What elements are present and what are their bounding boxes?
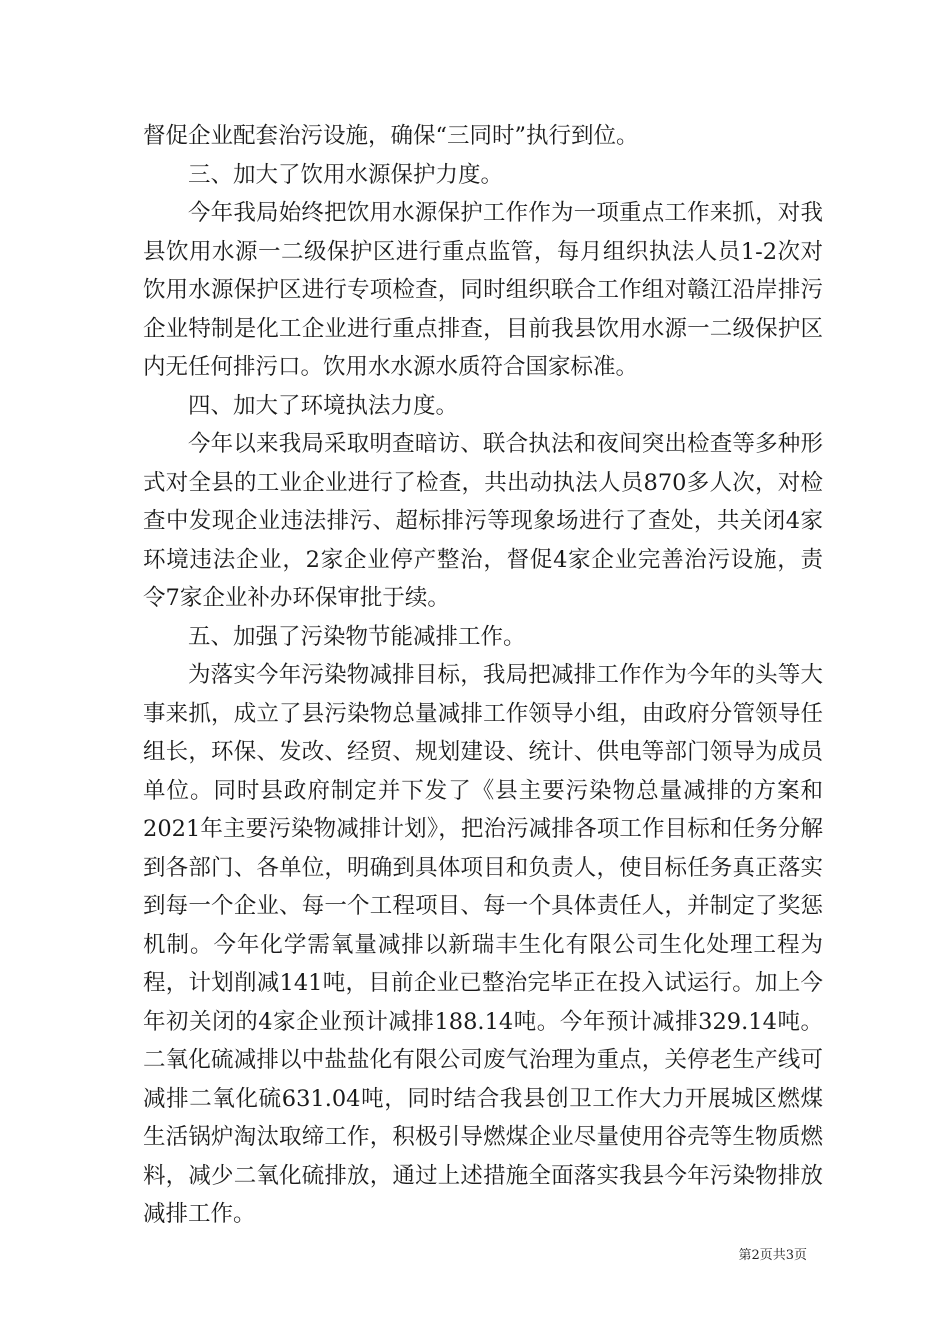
section-heading-4: 四、加大了环境执法力度。	[188, 392, 459, 419]
paragraph-continuation: 督促企业配套治污设施，确保“三同时”执行到位。	[143, 123, 639, 149]
document-body	[143, 117, 823, 1234]
paragraph-water-protection: 今年我局始终把饮用水源保护工作作为一项重点工作来抓，对我县饮用水源一二级保护区进行重点监管，每月组织执法人员1-2次对饮用水源保护区进行专项检查，同时组织联合工作组对赣江沿岸排污企业特制是化工企业进行重点排查，目前我县饮用水源一二级保护区内无任何排污口。饮用水水源水质符合国家标准。	[143, 200, 823, 380]
page-number: 第2页共3页	[738, 1248, 807, 1263]
section-heading-5: 五、加强了污染物节能减排工作。	[188, 623, 526, 650]
paragraph-law-enforcement: 今年以来我局采取明查暗访、联合执法和夜间突出检查等多种形式对全县的工业企业进行了检查，共出动执法人员870多人次，对检查中发现企业违法排污、超标排污等现象场进行了查处，共关闭4家环境违法企业，2家企业停产整治，督促4家企业完善治污设施，责令7家企业补办环保审批于续。	[143, 431, 823, 611]
section-heading-3: 三、加大了饮用水源保护力度。	[188, 161, 504, 188]
paragraph-emission-reduction: 为落实今年污染物减排目标，我局把减排工作作为今年的头等大事来抓，成立了县污染物总量减排工作领导小组，由政府分管领导任组长，环保、发改、经贸、规划建设、统计、供电等部门领导为成员单位。同时县政府制定并下发了《县主要污染物总量减排的方案和2021年主要污染物减排计划》，把治污减排各项工作目标和任务分解到各部门、各单位，明确到具体项目和负责人，使目标任务真正落实到每一个企业、每一个工程项目、每一个具体责任人，并制定了奖惩机制。今年化学需氧量减排以新瑞丰生化有限公司生化处理工程为程，计划削减141吨，目前企业已整治完毕正在投入试运行。加上今年初关闭的4家企业预计减排188.14吨。今年预计减排329.14吨。二氧化硫减排以中盐盐化有限公司废气治理为重点，关停老生产线可减排二氧化硫631.04吨，同时结合我县创卫工作大力开展城区燃煤生活锅炉淘汰取缔工作，积极引导燃煤企业尽量使用谷壳等生物质燃料，减少二氧化硫排放，通过上述措施全面落实我县今年污染物排放减排工作。	[143, 662, 823, 1227]
